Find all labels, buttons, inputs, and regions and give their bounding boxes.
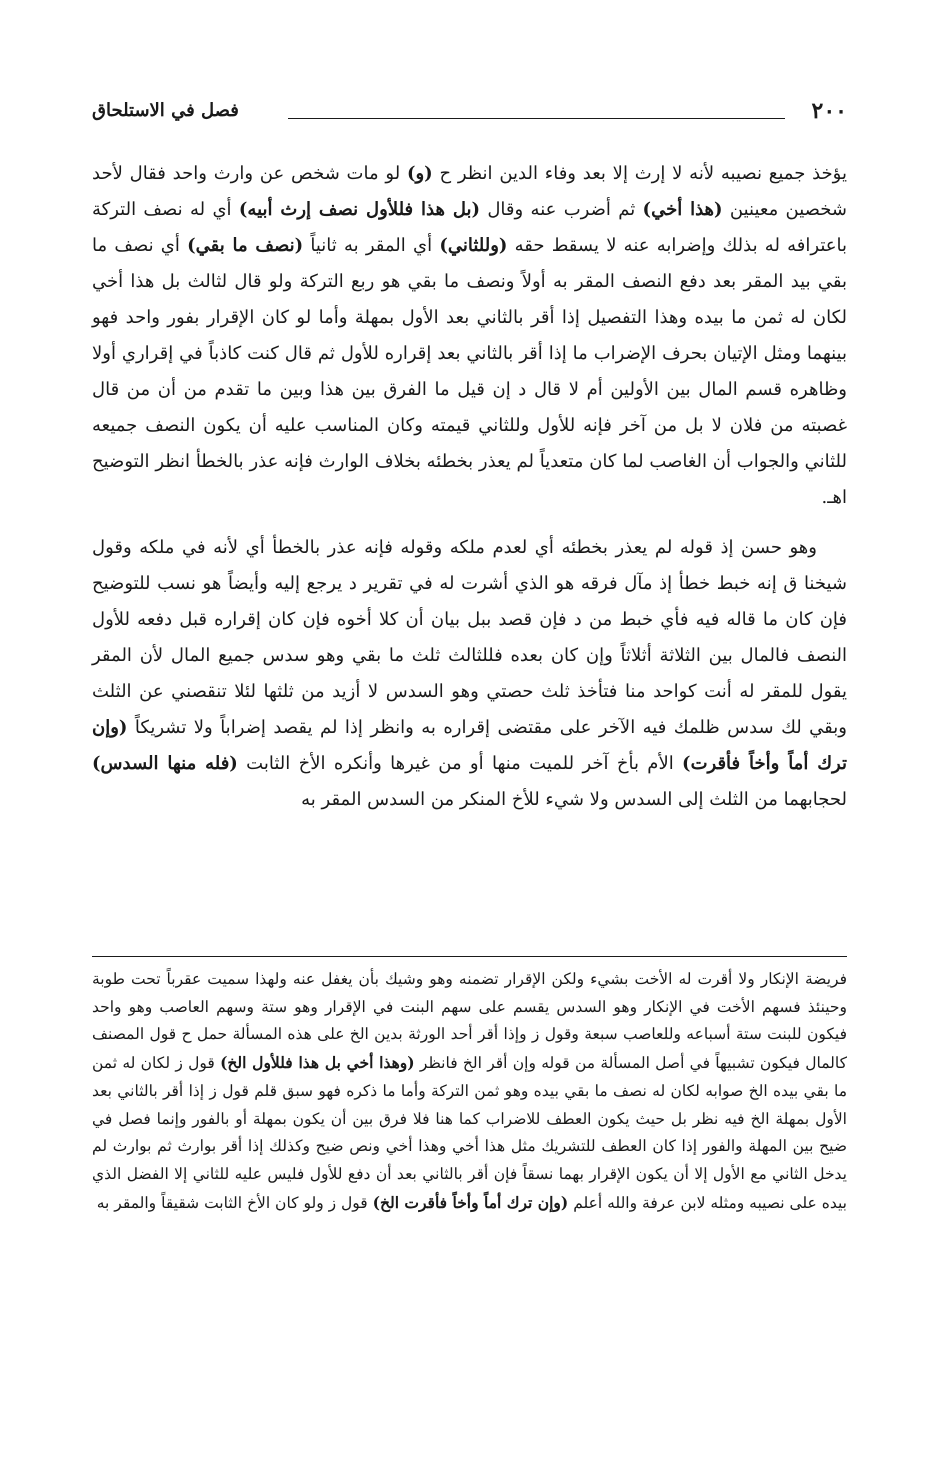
text-run: ثم أضرب عنه وقال: [480, 199, 643, 220]
matn-quote: (نصف ما بقي): [187, 235, 304, 256]
page-number: ٢٠٠: [811, 98, 847, 124]
text-run: أي له نصف التركة باعترافه له بذلك وإضرابه عنه لا يسقط حقه: [92, 199, 847, 256]
footnote: [92, 966, 847, 1217]
main-paragraph-1: [92, 156, 847, 516]
matn-quote: (وإن ترك أماً وأخاً فأقرت الخ): [372, 1192, 569, 1212]
main-text: [92, 156, 847, 818]
matn-quote: (وللثاني): [439, 235, 508, 256]
matn-quote: (وإن ترك أماً وأخاً فأقرت): [92, 717, 847, 774]
text-run: أي نصف ما بقي بيد المقر بعد دفع النصف المقر به أولاً ونصف ما بقي هو ربع التركة ولو قال لثالث بل هذا أخي لكان له ثمن ما بيده وهذا التفصيل إذا أقر بالثاني بعد الأول بمهلة وأما لو كان الإقرار بفور واحد فهو بينهما ومثل الإتيان بحرف الإضراب ما إذا أقر بالثاني بعد إقراره للأول ثم قال كنت كاذباً في إقراري أولا وظاهره قسم المال بين الأولين أم لا قال د إن قيل ما الفرق بين هذا وبين ما تقدم من أن من قال غصبته من فلان لا بل من آخر فإنه للأول وللثاني قيمته وكان المناسب عليه أن يكون النصف جميعه للثاني والجواب أن الغاصب لما كان متعدياً لم يعذر بخطئه بخلاف الوارث فإنه عذر بالخطأ انظر التوضيح اهـ.: [92, 235, 847, 508]
text-run: أي المقر به ثانياً: [303, 235, 440, 256]
page-header: [92, 96, 847, 128]
matn-quote: (بل هذا فللأول نصف إرث أبيه): [238, 199, 481, 220]
footnote-paragraph: [92, 966, 847, 1217]
header-rule: [288, 118, 785, 119]
text-run: وهو حسن إذ قوله لم يعذر بخطئه أي لعدم ملكه وقوله فإنه عذر بالخطأ أي لأنه في ملكه وقول شيخنا ق إنه خبط خطأ إذ مآل فرقه هو الذي أشرت له في تقرير د يرجع إليه وأيضاً هو نسب للتوضيح فإن كان ما قاله فيه فأي خبط من د فإن قصد ببل بيان أن كلا أخوه فإن كان إقراره قبل دفعه للأول النصف فالمال بين الثلاثة أثلاثاً وإن كان بعده فللثالث ثلث ما بقي وهو سدس جميع المال لأن المقر يقول للمقر له أنت كواحد منا فتأخذ ثلث حصتي وهو السدس لا أزيد من ثلثها لئلا تنقصني عن الثلث وبقي لك سدس ظلمك فيه الآخر على مقتضى إقراره به وانظر إذا لم يقصد إضراباً ولا تشريكاً: [92, 537, 847, 738]
main-paragraph-2: [92, 530, 847, 818]
text-run: لو مات شخص عن وارث واحد فقال لأحد شخصين معينين: [92, 163, 847, 220]
matn-quote: (فله منها السدس): [92, 753, 238, 774]
text-run: فريضة الإنكار ولا أقرت له الأخت بشيء ولكن الإقرار تضمنه وهو وشيك بأن يغفل عنه ولهذا سميت عقرباً تحت طوبة وحينئذ فسهم الأخت في الإنكار وهو السدس يقسم على سهم البنت في الإقرار وهو ستة وسهم العاصب وهو واحد فيكون للبنت ستة أسباعه وللعاصب سبعة وقول ز وإذا أقر أحد الورثة بدين الخ على هذه المسألة حمل ح قول المصنف كالمال فيكون تشبيهاً في أصل المسألة من قوله وإن أقر الخ فانظر: [92, 970, 847, 1073]
matn-quote: (وهذا أخي بل هذا فللأول الخ): [220, 1053, 415, 1073]
text-run: يؤخذ جميع نصيبه لأنه لا إرث إلا بعد وفاء الدين انظر ح: [432, 163, 847, 184]
text-run: قول ز لكان له ثمن ما بقي بيده الخ صوابه لكان له نصف ما بقي بيده وهو ثمن التركة وأما ما ذكره فهو سبق قلم قول ز إذا أقر بالثاني بعد الأول بمهلة الخ فيه نظر بل حيث يكون العطف للاضراب كما هنا فلا فرق بين أن يكون بمهلة أو بالفور وإنما فصل في ضيح بين المهلة والفور إذا كان العطف للتشريك مثل هذا أخي وهذا أخي ونص ضيح وكذلك إذا أقر بوارث ثم بوارث لم يدخل الثاني مع الأول إلا أن يكون الإقرار بهما نسقاً فإن أقر بالثاني بعد أن دفع للأول فليس عليه للثاني إلا الفضل الذي بيده على نصيبه ومثله لابن عرفة والله أعلم: [92, 1054, 847, 1212]
footnote-rule: [92, 956, 847, 957]
text-run: قول ز ولو كان الأخ الثابت شقيقاً والمقر به: [96, 1193, 373, 1212]
text-run: لحجابهما من الثلث إلى السدس ولا شيء للأخ المنكر من السدس المقر به: [301, 789, 847, 810]
matn-quote: (و): [406, 163, 433, 184]
text-run: الأم بأخ آخر للميت منها أو من غيرها وأنكره الأخ الثابت: [237, 753, 683, 774]
running-title: فصل في الاستلحاق: [92, 100, 239, 121]
matn-quote: (هذا أخي): [642, 199, 723, 220]
